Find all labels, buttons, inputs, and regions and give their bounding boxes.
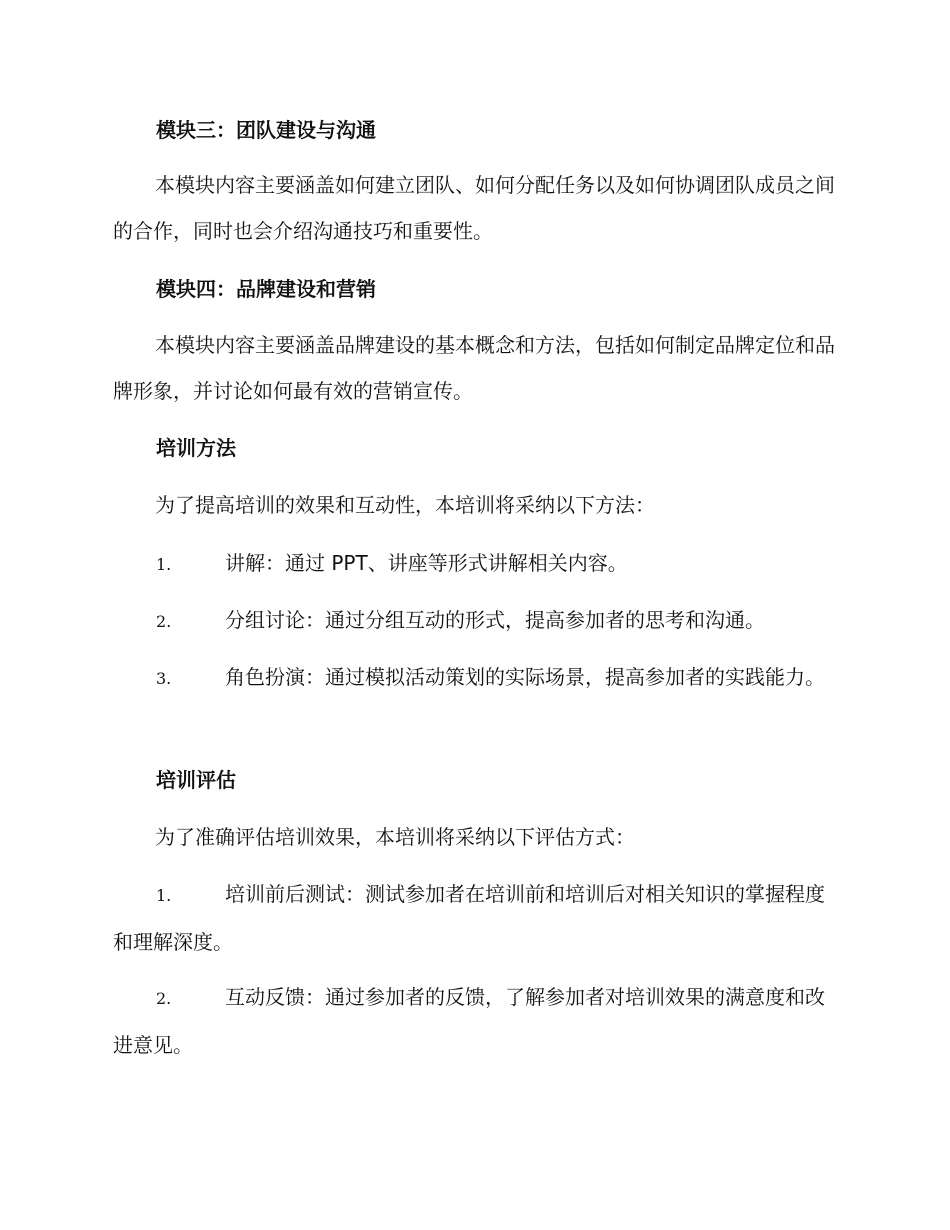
evaluation-list-item: [113, 871, 838, 965]
methods-list-item: [113, 540, 838, 588]
list-item-number: 3.: [156, 669, 172, 688]
list-item-number: 2.: [156, 989, 172, 1008]
list-item-text: 讲解：通过 PPT、讲座等形式讲解相关内容。: [225, 551, 628, 575]
evaluation-intro: 为了准确评估培训效果，本培训将采纳以下评估方式：: [155, 825, 635, 849]
module4-heading: 模块四：品牌建设和营销: [156, 277, 376, 301]
list-item-text: 互动反馈：通过参加者的反馈，了解参加者对培训效果的满意度和改进意见。: [113, 985, 825, 1057]
methods-list-item: [113, 597, 838, 645]
methods-intro: 为了提高培训的效果和互动性，本培训将采纳以下方法：: [155, 493, 655, 517]
list-item-text: 分组讨论：通过分组互动的形式，提高参加者的思考和沟通。: [225, 608, 765, 632]
evaluation-list-item: [113, 974, 838, 1068]
list-item-number: 1.: [156, 555, 172, 574]
evaluation-heading: 培训评估: [156, 768, 236, 792]
list-item-number: 2.: [156, 612, 172, 631]
methods-heading: 培训方法: [156, 436, 236, 460]
list-item-text: 角色扮演：通过模拟活动策划的实际场景，提高参加者的实践能力。: [225, 665, 825, 689]
methods-list-item: [113, 654, 838, 702]
list-item-number: 1.: [156, 886, 172, 905]
list-item-text: 培训前后测试：测试参加者在培训前和培训后对相关知识的掌握程度和理解深度。: [113, 882, 825, 954]
module3-heading: 模块三：团队建设与沟通: [156, 118, 376, 142]
module3-body: 本模块内容主要涵盖如何建立团队、如何分配任务以及如何协调团队成员之间的合作，同时也会介绍沟通技巧和重要性。: [113, 173, 835, 243]
module4-body: 本模块内容主要涵盖品牌建设的基本概念和方法，包括如何制定品牌定位和品牌形象，并讨论如何最有效的营销宣传。: [113, 333, 835, 403]
